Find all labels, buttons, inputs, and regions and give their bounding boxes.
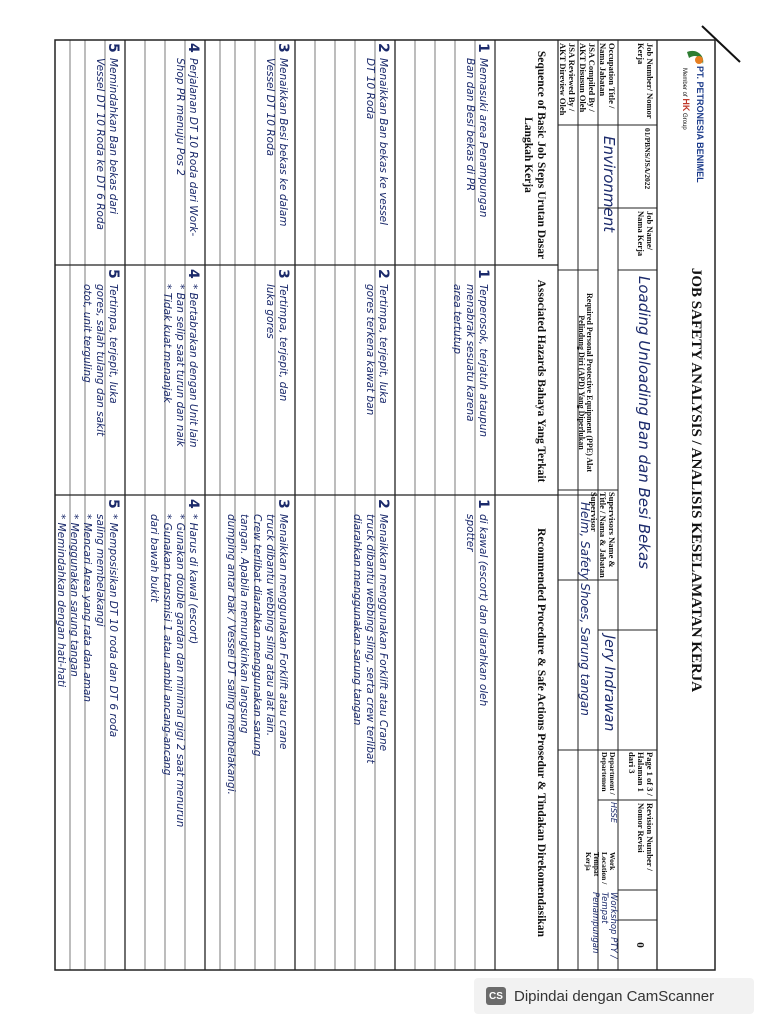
action-text-line: truck dibantu webbing sling atau alat lain. [264,514,276,737]
company-name: PT. PETRONESIA BENIMEL [695,66,705,183]
action-text-line: * Gunakan transmisi 1 atau ambil ancang-ancang [161,514,173,776]
group-text: Group [681,113,687,130]
hazard-number: 3 [275,269,291,279]
hazard-text-line: Tertimpa, terjepit, dan [277,284,289,402]
step-text [173,58,199,236]
hazard-text-line: gores terkena kawat ban [364,284,376,416]
hazard-number: 4 [185,269,201,279]
supervisor-label: Supervisors Name & Title / Nama & Jabatan Supervisor [589,492,617,578]
action-number: 1 [475,499,491,509]
job-name-value: Loading Unloading Ban dan Besi Bekas [635,276,653,569]
action-text [350,514,389,764]
hazard-text-line: * Ban selip saat turun dan naik [174,284,186,447]
action-text-line: spotter [464,514,476,552]
step-text [93,58,119,230]
supervisor-value: Jery Indrawan [601,635,617,732]
step-text-line: Vessel DT 10 Roda ke DT 6 Roda [94,58,106,230]
hazard-text-line: gores, salah tulang dan sakit [94,284,106,437]
hazard-text-line: Tertimpa, terjepit, luka [377,284,389,404]
ppe-value: Helm, Safety Shoes, Sarung tangan [578,502,592,716]
hazard-text [363,284,389,415]
page-title: JOB SAFETY ANALYSIS / ANALISIS KESELAMATAN KERJA [688,267,704,693]
col-head-hazards: Associated Hazards Bahaya Yang Terkait [535,279,547,483]
action-text-line: * Mencari Area yang rata dan aman [81,514,93,703]
step-text-line: Vessel DT 10 Roda [264,58,276,157]
action-text-line: dumping antar bak / Vessel DT saling membelakangi. [225,514,237,795]
action-number: 2 [375,499,391,509]
department-label: Department / Departemen [600,752,617,795]
step-text [263,58,289,227]
reviewed-by-label: JSA Reviewed By / AKT Direview Oleh [558,43,577,116]
step-text-line: Menaikkan Ban bekas ke vessel [377,58,389,226]
hazard-text-line: Terperosok, terjatuh ataupun [477,284,489,438]
step-text-line: Menaikkan Besi bekas ke dalam [277,58,289,227]
page-label: Page 1 of 3 / Halaman 1 dari 3 [627,752,655,796]
action-text-line: * Menggunakan sarung tangan [68,514,80,677]
action-text-line: * Memindahkan dengan hati-hati [55,514,67,688]
step-text-line: DT 10 Roda [364,58,376,120]
col-head-actions: Recommended Procedure & Safe Actions Prosedur & Tindakan Direkomendasikan [535,528,547,937]
hazard-text-line: area tertutup [451,284,463,355]
hazard-text [160,284,199,448]
job-number-label: Job Number/ Nomor Kerja [636,43,655,119]
step-text-line: Shop PR menuju Pos 2 [174,58,186,176]
camscanner-icon: CS [486,987,506,1005]
hazard-text-line: luka gores [264,284,276,339]
member-of-text: Member of [681,68,687,97]
hazard-text-line: Tertimpa, terjepit, luka [107,284,119,404]
step-number: 1 [475,43,491,53]
action-text-line: Menaikkan menggunakan Forklift atau Crane [377,514,389,752]
job-number-value: 01/PBNS/JSA/2022 [643,128,652,190]
department-value: HSSE [609,802,618,823]
hazard-text [450,284,489,437]
occupation-value: Environment [600,136,618,233]
action-text-line: tangan. Apabila memungkinkan langsung [238,514,250,734]
work-location-label: Work Location / Tempat Kerja [584,852,617,885]
step-text-line: Memasuki area Penampungan [477,58,489,218]
ppe-label: Required Personal Protective Equipment (PPE) Alat Pelindung Diri (APD) Yang Diperlukan [576,292,594,473]
logo-mark-icon [683,46,709,68]
action-text-line: * Harus di kawal (escort) [187,514,199,645]
hazard-number: 1 [475,269,491,279]
step-text-line: Memindahkan Ban bekas dari [107,58,119,214]
step-text-line: Ban dan Besi bekas di PR [464,58,476,192]
action-number: 3 [275,499,291,509]
action-text-line: dari bawah bukit [148,514,160,603]
step-text [463,58,489,217]
step-text-line: Perjalanan DT 10 Roda dari Work- [187,58,199,237]
hazard-text-line: otot, unit terguling [81,284,93,383]
step-number: 3 [275,43,291,53]
hazard-text-line: menabrak sesuatu karena [464,284,476,422]
jsa-form [55,40,715,970]
job-name-label: Job Name/ Nama Kerja [636,211,655,257]
action-text [463,514,489,706]
revision-label: Revision Number / Nomor Revisi [636,803,655,871]
action-text-line: * Gunakan double gardan dan minimal gigi 2 saat menurun [174,514,186,828]
action-text-line: di kawal (escort) dan diarahkan oleh [477,514,489,707]
compiled-by-label: JSA Compiled By / AKT Disusun Oleh [578,43,597,113]
group-mark-icon: HK [681,98,691,112]
action-text-line: Crew terlibat diarahkan menggunakan sarung [251,514,263,757]
action-text-line: * Memposisikan DT 10 roda dan DT 6 roda [107,514,119,738]
action-text-line: saling membelakangi [94,514,106,627]
action-number: 5 [105,499,121,509]
step-text [363,58,389,225]
hazard-text [80,284,119,436]
revision-value: 0 [634,942,646,948]
step-number: 5 [105,43,121,53]
step-number: 2 [375,43,391,53]
action-number: 4 [185,499,201,509]
camscanner-text: Dipindai dengan CamScanner [514,987,715,1005]
camscanner-watermark [474,978,754,1014]
work-location-value: Workshop PTY / Tempat Penampungan [590,892,618,959]
hazard-number: 5 [105,269,121,279]
action-text-line: diarahkan menggunakan sarung tangan [351,514,363,726]
hazard-number: 2 [375,269,391,279]
occupation-label: Occupation Title / Nama Jabatan [598,43,617,109]
step-number: 4 [185,43,201,53]
action-text-line: truck dibantu webbing sling, serta crew terlibat [364,514,376,764]
action-text [54,514,119,737]
action-text [224,514,289,795]
hazard-text [263,284,289,401]
hazard-text-line: * Bertabrakan dengan Unit lain [187,284,199,448]
company-logo [661,44,711,183]
action-text [147,514,199,827]
hazard-text-line: * Tidak kuat menanjak [161,284,173,403]
col-head-steps: Sequence of Basic Job Steps Urutan Dasar Langkah Kerja [521,50,547,260]
action-text-line: Menaikkan menggunakan Forklift atau crane [277,514,289,750]
